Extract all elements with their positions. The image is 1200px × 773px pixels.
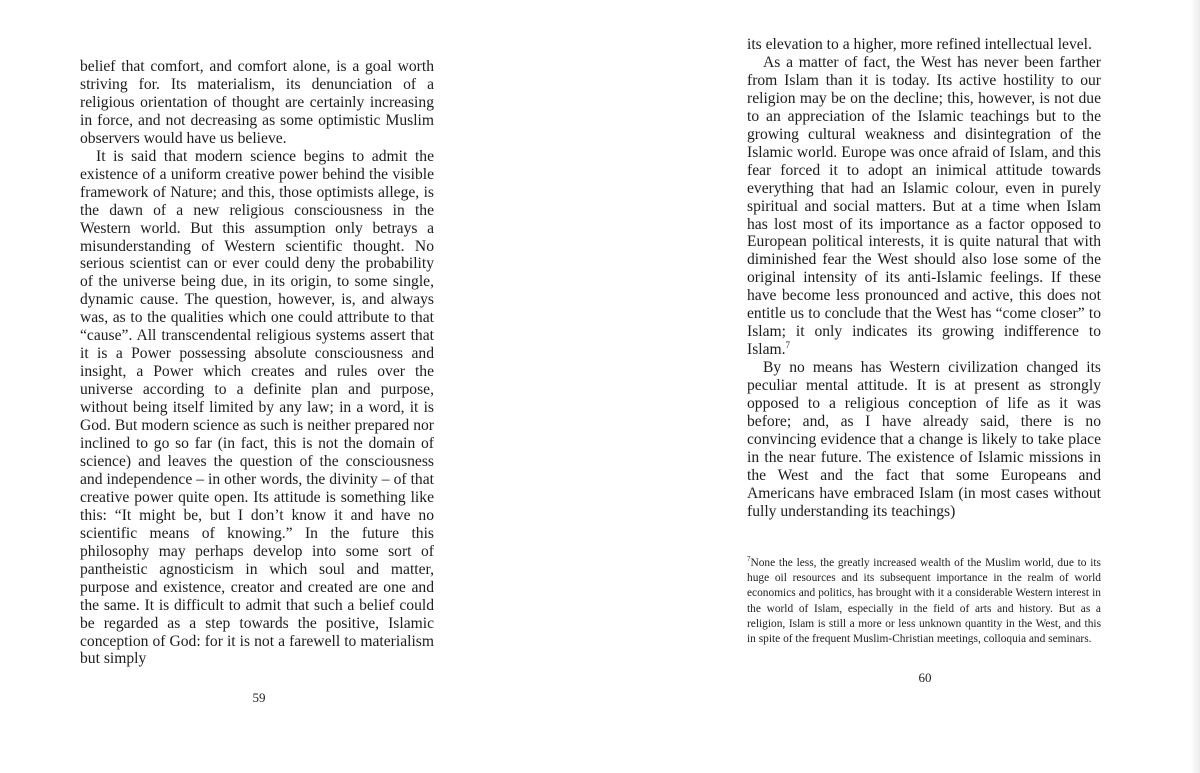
right-page [600,0,1200,773]
right-page-number: 60 [918,670,932,685]
left-page-body [80,58,434,668]
right-paragraph-2 [747,54,1101,359]
footnote-reference: 7 [785,340,791,351]
right-paragraph-2-text: As a matter of fact, the West has never been farther from Islam than it is today. Its active hostility to our religion may be on the decline; this, however, is not due to an appreciation of the Islamic teachings but to the growing cultural weakness and disintegration of the Islamic world. Europe was once afraid of Islam, and this fear forced it to adopt an inimical attitude towards everything that had an Islamic colour, even in purely spiritual and social matters. But at a time when Islam has lost most of its importance as a factor opposed to European political interests, it is quite natural that with diminished fear the West should also lose some of the original intensity of its anti-Islamic feelings. If these have become less pronounced and active, this does not entitle us to conclude that the West has “come closer” to Islam; it only indicates its growing indifference to Islam. [747,53,1101,359]
right-paragraph-1: its elevation to a higher, more refined intellectual level. [747,36,1092,53]
page-edge-shadow [1190,0,1200,773]
right-page-body [747,36,1101,521]
footnote-text: None the less, the greatly increased wealth of the Muslim world, due to its huge oil resources and its subsequent importance in the realm of world economics and politics, has brought with it a considerable Western interest in the world of Islam, especially in the field of arts and history. But as a religion, Islam is still a more or less unknown quantity in the West, and this in spite of the frequent Muslim-Christian meetings, colloquia and seminars. [747,557,1101,646]
right-paragraph-3: By no means has Western civilization changed its peculiar mental attitude. It is at present as strongly opposed to a religious conception of life as it was before; and, as I have already said, there is no convincing evidence that a change is likely to take place in the near future. The existence of Islamic missions in the West and the fact that some Europeans and Americans have embraced Islam (in most cases without fully understanding its teachings) [747,359,1101,520]
footnote-marker: 7 [747,555,751,564]
left-page-number: 59 [252,690,266,705]
footnote [747,556,1101,647]
left-paragraph-1: belief that comfort, and comfort alone, is a goal worth striving for. Its materialism, its denunciation of a religious orientation of thought are certainly increasing in force, and not decreasing as some optimistic Muslim observers would have us believe. [80,58,434,147]
left-paragraph-2: It is said that modern science begins to admit the existence of a uniform creative power behind the visible framework of Nature; and this, those optimists allege, is the dawn of a new religious consciousness in the Western world. But this assumption only betrays a misunderstanding of Western scientific thought. No serious scientist can or ever could deny the probability of the universe being due, in its origin, to some single, dynamic cause. The question, however, is, and always was, as to the qualities which one could attribute to that “cause”. All transcendental religious systems assert that it is a Power possessing absolute consciousness and insight, a Power which creates and rules over the universe according to a definite plan and purpose, without being itself limited by any law; in a word, it is God. But modern science as such is neither prepared nor inclined to go so far (in fact, this is not the domain of science) and leaves the question of the consciousness and independence – in other words, the divinity – of that creative power quite open. Its attitude is something like this: “It might be, but I don’t know it and have no scientific means of knowing.” In the future this philosophy may perhaps develop into some sort of pantheistic agnosticism in which soul and matter, purpose and existence, creator and created are one and the same. It is difficult to admit that such a belief could be regarded as a step towards the positive, Islamic conception of God: for it is not a farewell to materialism but simply [80,147,434,668]
